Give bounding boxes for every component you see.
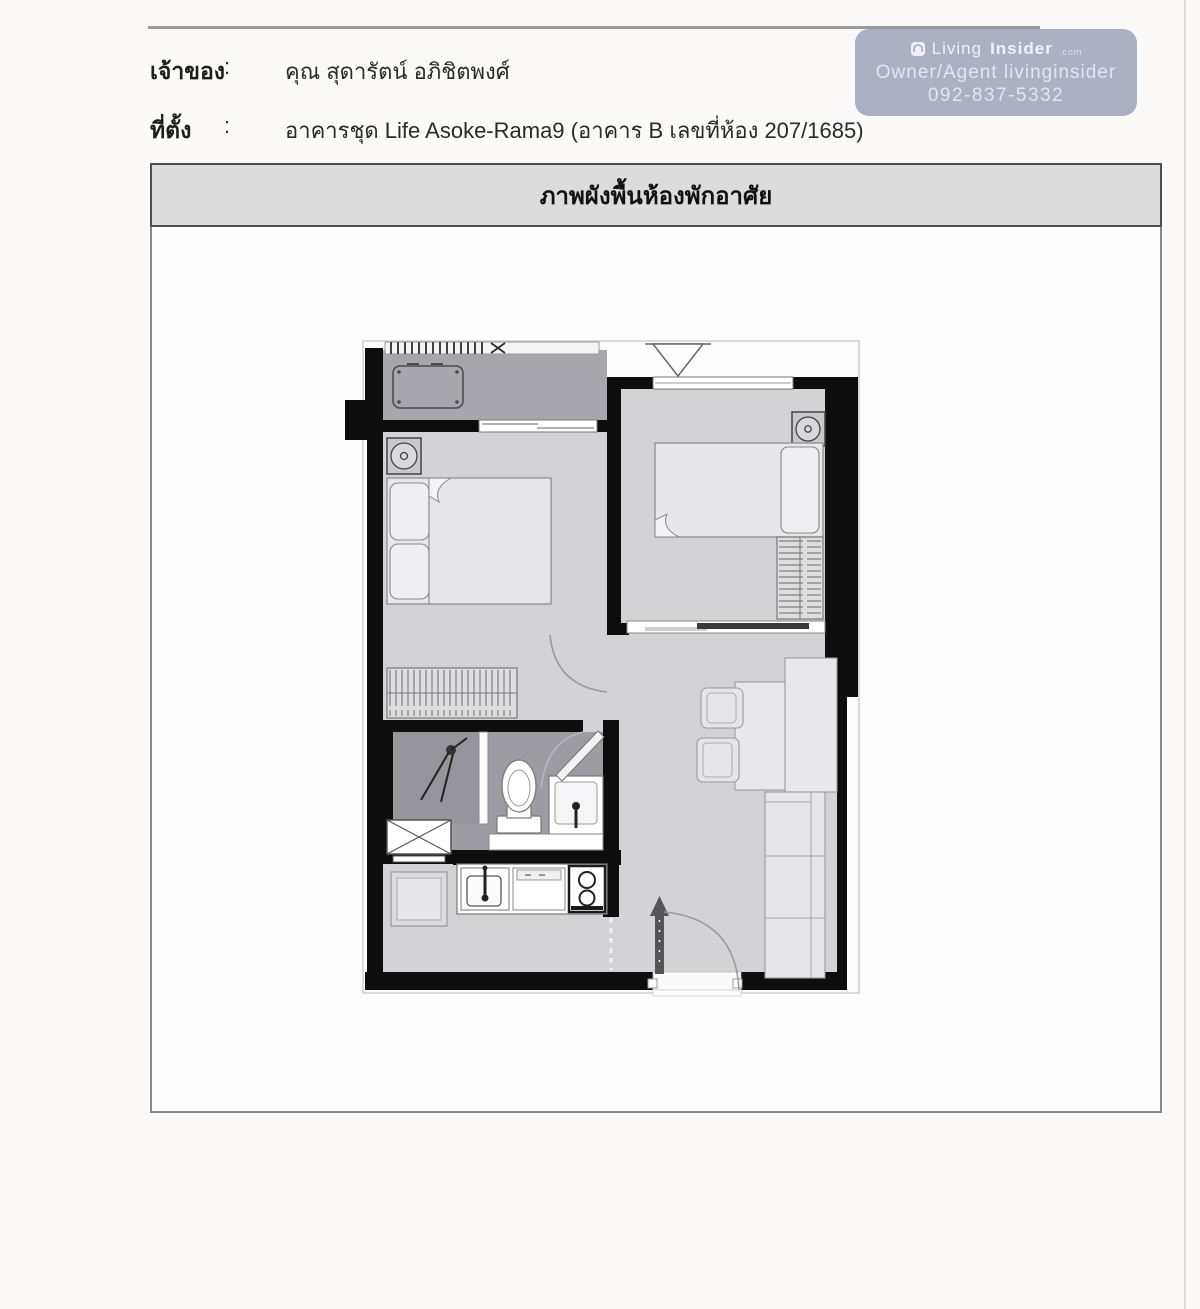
- refrigerator: [391, 872, 447, 926]
- bedroom-2-window: [653, 377, 793, 389]
- watermark-agent-line: Owner/Agent livinginsider: [875, 61, 1117, 83]
- location-label: ที่ตั้ง: [150, 117, 192, 143]
- watermark-badge: [855, 29, 1137, 116]
- page-right-edge: [1184, 0, 1186, 1309]
- brand-insider: Insider: [990, 38, 1053, 58]
- stove-two-burners: [569, 866, 605, 912]
- window-triangle-vent: [645, 344, 711, 376]
- vanity-counter: [489, 834, 603, 850]
- sofa: [765, 792, 825, 978]
- brand-com: .com: [1058, 46, 1083, 57]
- location-value: อาคารชุด Life Asoke-Rama9 (อาคาร B เลขที่ห้อง 207/1685): [285, 118, 864, 143]
- location-colon: :: [224, 113, 231, 138]
- bedroom-1-wardrobe: [387, 668, 517, 718]
- brand-living: Living: [931, 38, 983, 58]
- fan-coil-unit-2: [792, 412, 825, 446]
- plan-title: ภาพผังพื้นห้องพักอาศัย: [539, 182, 773, 210]
- livinginsider-logo-icon: [910, 41, 926, 57]
- vanity-basin: [549, 776, 603, 836]
- wall-counter: [785, 658, 837, 792]
- bedroom-2-bed: [655, 443, 823, 537]
- plan-title-bar: [150, 163, 1162, 227]
- pillow: [390, 544, 429, 599]
- washing-machine: [387, 820, 451, 862]
- dining-chair: [697, 738, 739, 782]
- bedroom-1-window: [479, 420, 597, 432]
- balcony: [367, 342, 607, 432]
- pillow: [390, 483, 429, 540]
- watermark-phone: 092-837-5332: [927, 84, 1065, 106]
- bedroom-2-sliding-door: [627, 621, 825, 633]
- fan-coil-unit-1: [387, 438, 421, 474]
- pillow: [781, 447, 819, 533]
- floor-plan: [345, 340, 875, 1010]
- bedroom-1-bed: [387, 478, 551, 604]
- owner-label: เจ้าของ: [150, 58, 226, 84]
- watermark-brand-line: [910, 39, 1083, 59]
- ac-condenser-unit: [393, 364, 463, 408]
- bedroom-2-wardrobe: [777, 537, 823, 619]
- dining-chair: [701, 688, 743, 728]
- owner-colon: :: [224, 54, 231, 79]
- kitchen-sink: [461, 866, 509, 911]
- counter-drawer: [513, 868, 565, 910]
- owner-value: คุณ สุดารัตน์ อภิชิตพงศ์: [285, 59, 510, 84]
